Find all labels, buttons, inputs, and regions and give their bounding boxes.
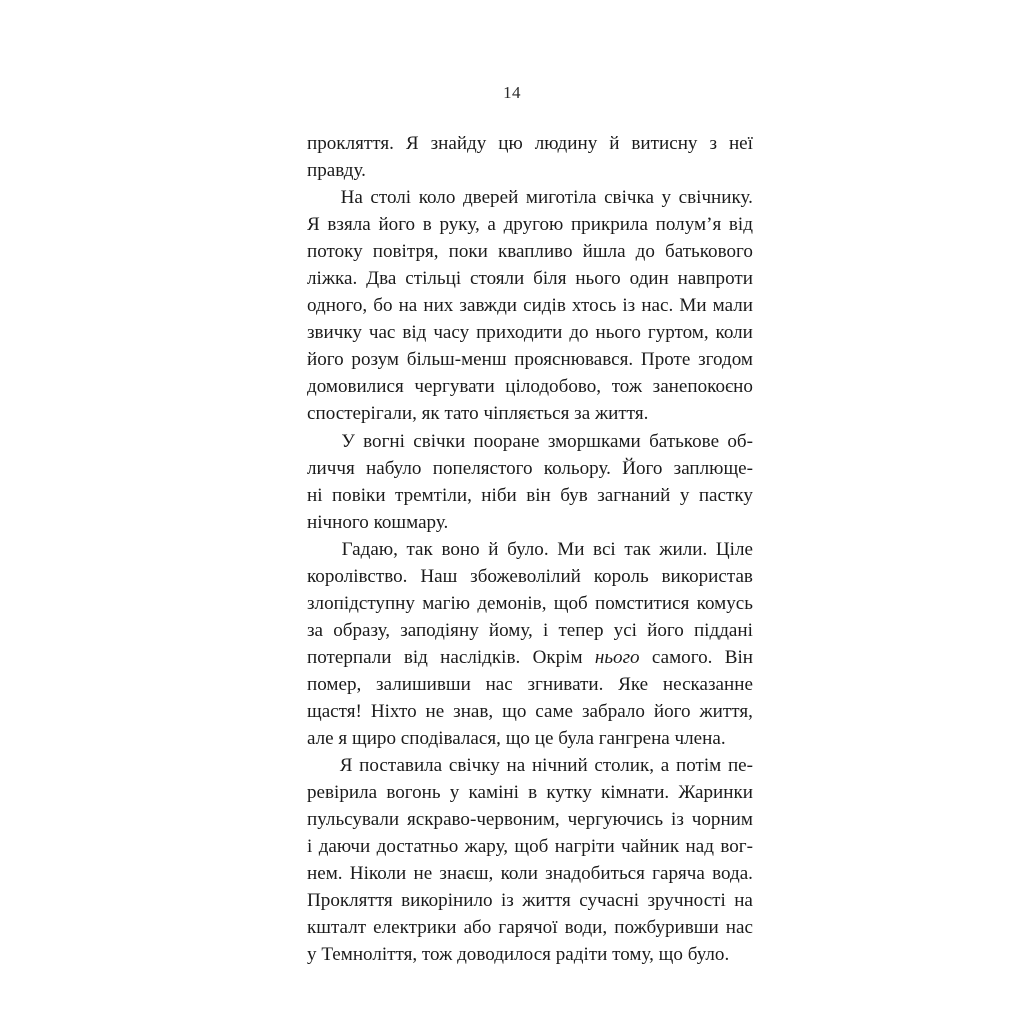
word: Я — [405, 133, 419, 154]
word: над — [685, 836, 714, 858]
word: біля — [533, 268, 567, 290]
word: до — [569, 322, 589, 344]
word: Його — [622, 457, 663, 479]
word: нагріти — [554, 836, 615, 858]
word: нем. — [307, 863, 343, 885]
word: стільці — [405, 268, 462, 290]
word: за — [569, 403, 591, 425]
word: Проте — [640, 349, 691, 371]
word: життя — [522, 890, 571, 912]
word: мали — [712, 295, 753, 317]
word: помститися — [595, 592, 690, 614]
word: часу — [433, 322, 470, 344]
word: в — [422, 214, 432, 236]
word: об- — [727, 430, 753, 452]
word: прокляття. — [307, 133, 394, 154]
word: коли — [500, 863, 538, 885]
word: другою — [503, 214, 564, 236]
word: й — [609, 133, 620, 154]
word: нього — [595, 322, 641, 344]
word: тепер — [558, 619, 604, 641]
word: життя, — [699, 700, 753, 722]
word: або — [463, 917, 492, 939]
word: у — [661, 187, 672, 209]
text-line — [307, 806, 753, 833]
word: свічки — [413, 430, 466, 452]
word: пастку — [698, 484, 753, 506]
word: тато — [439, 403, 479, 425]
word: тож — [417, 944, 453, 966]
word: Ніколи — [349, 863, 407, 885]
word: його — [647, 619, 684, 641]
text-line — [307, 698, 753, 725]
word: гаряча — [652, 863, 705, 885]
word: згнивати. — [527, 673, 604, 695]
word: пульсували — [307, 809, 400, 831]
word: бо — [373, 295, 393, 317]
word: повітря, — [372, 241, 439, 263]
word: Два — [366, 268, 397, 290]
word: набуло — [366, 457, 422, 479]
text-line — [307, 455, 753, 482]
word: воно — [441, 538, 480, 560]
word: нас — [485, 673, 513, 695]
word: використав — [661, 565, 753, 587]
word: неї — [728, 133, 753, 154]
word: знайду — [430, 133, 487, 154]
body-text-block — [307, 130, 753, 968]
word: комусь — [696, 592, 753, 614]
word: У — [341, 430, 355, 452]
word: хтось — [571, 295, 617, 317]
word: свічка — [604, 187, 654, 209]
text-line — [307, 833, 753, 860]
word: гангрена — [593, 728, 670, 750]
word: не — [425, 700, 445, 722]
text-line — [307, 617, 753, 644]
word: коло — [418, 187, 456, 209]
word: тож — [611, 376, 643, 398]
word: стояли — [470, 268, 525, 290]
word: зморшками — [547, 430, 641, 452]
word: у — [307, 944, 317, 966]
word: я — [333, 728, 348, 750]
word: жару, — [464, 836, 509, 858]
word: свічнику. — [678, 187, 753, 209]
word: у — [679, 484, 690, 506]
word: піддані — [693, 619, 753, 641]
word: ніби — [481, 484, 517, 506]
text-line — [307, 184, 753, 211]
word: нас. — [641, 295, 674, 317]
word: сподівалася, — [396, 728, 501, 750]
word: одного, — [307, 295, 368, 317]
text-line — [307, 292, 753, 319]
word: самого. — [651, 646, 713, 668]
word: кімнати. — [601, 782, 670, 804]
word: потім — [675, 755, 722, 777]
word: Наш — [420, 565, 458, 587]
word: чергувати — [414, 376, 495, 398]
word: цілодобово, — [505, 376, 602, 398]
word: не — [413, 863, 433, 885]
word: загнаний — [597, 484, 671, 506]
word: нас — [725, 917, 753, 939]
word: знав, — [453, 700, 494, 722]
first-line-indent — [307, 536, 333, 563]
word: наслідків. — [440, 646, 521, 668]
word: більш-менш — [406, 349, 507, 371]
word: Ніхто — [370, 700, 417, 722]
word: а — [487, 214, 496, 236]
word: столик, — [594, 755, 655, 777]
word: навпроти — [677, 268, 753, 290]
word: Я — [339, 755, 353, 777]
word: приходити — [476, 322, 563, 344]
word: людину — [534, 133, 598, 154]
word: щастя! — [307, 700, 362, 722]
text-line — [307, 373, 753, 400]
word: а — [660, 755, 670, 777]
word: взяла — [327, 214, 371, 236]
word: було. — [682, 944, 730, 966]
word: завжди — [459, 295, 518, 317]
word: чіпляється — [478, 403, 570, 425]
word: звичку — [307, 322, 362, 344]
text-line — [307, 130, 753, 157]
word: сидів — [523, 295, 566, 317]
word: гарячої — [498, 917, 558, 939]
word: час — [368, 322, 396, 344]
word: чайник — [621, 836, 680, 858]
word: із — [671, 809, 684, 831]
word: батькового — [665, 241, 753, 263]
word: у — [449, 782, 460, 804]
word: полум’я — [655, 214, 722, 236]
word: витисну — [631, 133, 698, 154]
word: згодом — [698, 349, 753, 371]
word: квапливо — [497, 241, 573, 263]
word: і — [542, 619, 549, 641]
word: від — [728, 214, 753, 236]
paragraph — [307, 130, 753, 184]
word: збожеволілий — [470, 565, 581, 587]
text-line — [307, 157, 753, 184]
word: радіти — [550, 944, 608, 966]
word: даючи — [318, 836, 371, 858]
word: яскраво-червоним, — [406, 809, 560, 831]
word: цю — [498, 133, 523, 154]
text-line — [307, 671, 753, 698]
word: зручності — [647, 890, 726, 912]
word: образу, — [333, 619, 391, 641]
word: на — [734, 890, 753, 912]
word: сучасні — [579, 890, 640, 912]
word: Ми — [557, 538, 585, 560]
text-line — [307, 563, 753, 590]
word: саме — [535, 700, 574, 722]
word: повіки — [331, 484, 386, 506]
word: і — [307, 836, 313, 858]
text-line — [307, 428, 753, 455]
word: дверей — [462, 187, 519, 209]
text-line — [307, 914, 753, 941]
word: один — [629, 268, 669, 290]
text-line — [307, 752, 753, 779]
word: Жаринки — [678, 782, 753, 804]
word: його — [307, 349, 344, 371]
text-line — [307, 644, 753, 671]
word: демонів, — [477, 592, 547, 614]
paragraph — [307, 184, 753, 427]
word: прикрила — [570, 214, 648, 236]
word: електрики — [373, 917, 457, 939]
word: кольору. — [543, 457, 611, 479]
word: до — [635, 241, 655, 263]
first-line-indent — [307, 184, 333, 211]
word: щиро — [347, 728, 397, 750]
text-line — [307, 887, 753, 914]
word: пооране — [473, 430, 540, 452]
word: вода. — [712, 863, 753, 885]
word: забрало — [581, 700, 645, 722]
word: каміні — [468, 782, 519, 804]
word: достатньо — [376, 836, 459, 858]
word: Окрім — [532, 646, 583, 668]
text-line — [307, 238, 753, 265]
word: коли — [715, 322, 753, 344]
word: помер, — [307, 673, 362, 695]
word: личчя — [307, 457, 355, 479]
text-line — [307, 319, 753, 346]
word: правду. — [307, 160, 366, 182]
word: йому, — [488, 619, 533, 641]
word: столі — [370, 187, 412, 209]
page-number: 14 — [503, 83, 521, 102]
word: від — [403, 646, 428, 668]
word: батькове — [649, 430, 720, 452]
word: чергуючись — [567, 809, 664, 831]
word: залишивши — [376, 673, 471, 695]
word: від — [402, 322, 427, 344]
text-line — [307, 941, 753, 968]
word: життя. — [590, 403, 649, 425]
word: викорінило — [401, 890, 493, 912]
word: потоку — [307, 241, 363, 263]
text-line — [307, 265, 753, 292]
word: із — [622, 295, 636, 317]
word: нічний — [531, 755, 588, 777]
first-line-indent — [307, 752, 333, 779]
word: прояснювався. — [514, 349, 634, 371]
word: потерпали — [307, 646, 392, 668]
paragraph — [307, 752, 753, 968]
text-line — [307, 725, 753, 752]
word: ні — [307, 484, 323, 506]
word: Ми — [679, 295, 707, 317]
word: йшла — [582, 241, 626, 263]
word: кошмару. — [368, 511, 449, 533]
word: них — [423, 295, 454, 317]
word: знаєш, — [439, 863, 494, 885]
word: магію — [422, 592, 471, 614]
word: заплюще- — [673, 457, 753, 479]
word: ревірила — [307, 782, 378, 804]
word: занепокоєно — [652, 376, 753, 398]
word: вогні — [363, 430, 405, 452]
word: кшталт — [307, 917, 367, 939]
word: щоб — [553, 592, 588, 614]
word: було. — [507, 538, 549, 560]
word: руку, — [439, 214, 480, 236]
word: й — [488, 538, 499, 560]
word: був — [560, 484, 588, 506]
first-line-indent — [307, 428, 333, 455]
word: щоб — [514, 836, 549, 858]
word: Він — [724, 646, 753, 668]
word: в — [528, 782, 538, 804]
word: ліжка. — [307, 268, 358, 290]
word: тому, — [607, 944, 654, 966]
paragraph — [307, 536, 753, 752]
word: усі — [613, 619, 637, 641]
word: На — [340, 187, 363, 209]
text-line — [307, 509, 753, 536]
word: так — [624, 538, 651, 560]
word: вогонь — [386, 782, 441, 804]
word: гуртом, — [647, 322, 709, 344]
word: знадобиться — [545, 863, 645, 885]
word: заподіяну — [400, 619, 479, 641]
text-line — [307, 346, 753, 373]
text-line — [307, 400, 753, 427]
word: що — [500, 728, 530, 750]
word: спостерігали, — [307, 403, 417, 425]
text-line — [307, 211, 753, 238]
word: попелястого — [432, 457, 533, 479]
word: за — [307, 619, 324, 641]
word: поки — [448, 241, 488, 263]
word: королівство. — [307, 565, 408, 587]
word: це — [529, 728, 554, 750]
text-line — [307, 590, 753, 617]
word: жили. — [659, 538, 708, 560]
word: пе- — [727, 755, 753, 777]
word: його — [378, 214, 416, 236]
word: він — [526, 484, 551, 506]
word: його — [653, 700, 691, 722]
word: чорним — [691, 809, 753, 831]
text-line — [307, 860, 753, 887]
text-line — [307, 536, 753, 563]
word: на — [398, 295, 418, 317]
word: розум — [351, 349, 400, 371]
word: з — [709, 133, 717, 154]
word: Яке — [618, 673, 649, 695]
word: із — [500, 890, 514, 912]
word: так — [406, 538, 433, 560]
word: Ціле — [715, 538, 753, 560]
word: свічку — [448, 755, 500, 777]
word: Гадаю, — [341, 538, 398, 560]
word: нього — [594, 646, 640, 668]
word: була — [553, 728, 594, 750]
word: домовилися — [307, 376, 404, 398]
text-line — [307, 482, 753, 509]
word: несказанне — [662, 673, 753, 695]
word: члена. — [669, 728, 726, 750]
word: тремтіли, — [395, 484, 472, 506]
word: миготіла — [525, 187, 597, 209]
word: Прокляття — [307, 890, 393, 912]
word: що — [502, 700, 527, 722]
word: кутку — [546, 782, 592, 804]
word: Я — [307, 214, 320, 236]
word: води, — [564, 917, 608, 939]
word: нічного — [307, 511, 369, 533]
paragraph — [307, 428, 753, 536]
word: але — [307, 728, 334, 750]
word: нього — [575, 268, 621, 290]
word: вог- — [720, 836, 753, 858]
text-line — [307, 779, 753, 806]
word: на — [506, 755, 526, 777]
word: що — [653, 944, 683, 966]
word: Темноліття, — [316, 944, 418, 966]
word: пожбуривши — [614, 917, 719, 939]
word: злопідступну — [307, 592, 415, 614]
word: доводилося — [452, 944, 551, 966]
word: всі — [593, 538, 616, 560]
word: король — [593, 565, 649, 587]
word: як — [416, 403, 440, 425]
word: поставила — [359, 755, 443, 777]
